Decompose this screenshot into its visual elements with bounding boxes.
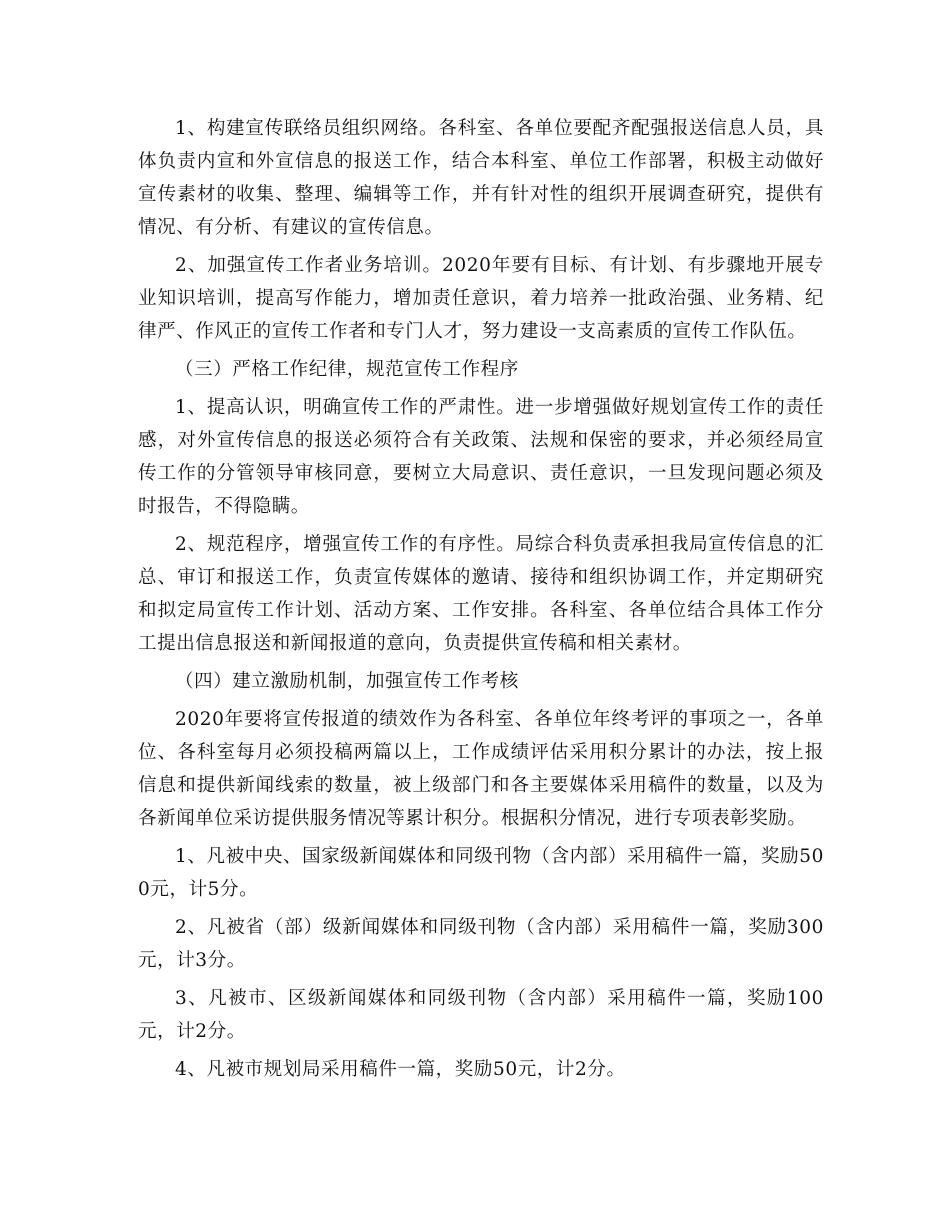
paragraph-awareness: 1、提高认识，明确宣传工作的严肃性。进一步增强做好规划宣传工作的责任感，对外宣传信息的报送必须符合有关政策、法规和保密的要求，并必须经局宣传工作的分管领导审核同意，要树立大局意识、责任意识，一旦发现问题必须及时报告，不得隐瞒。	[138, 397, 824, 517]
paragraph-procedure: 2、规范程序，增强宣传工作的有序性。局综合科负责承担我局宣传信息的汇总、审订和报送工作，负责宣传媒体的邀请、接待和组织协调工作，并定期研究和拟定局宣传工作计划、活动方案、工作安排。各科室、各单位结合具体工作分工提出信息报送和新闻报道的意向，负责提供宣传稿和相关素材。	[138, 534, 824, 654]
section-heading-discipline: （三）严格工作纪律，规范宣传工作程序	[175, 359, 519, 380]
paragraph-reward-city: 3、凡被市、区级新闻媒体和同级刊物（含内部）采用稿件一篇，奖励100元，计2分。	[138, 988, 824, 1042]
document-body	[138, 112, 824, 1086]
paragraph-network: 1、构建宣传联络员组织网络。各科室、各单位要配齐配强报送信息人员，具体负责内宣和外宣信息的报送工作，结合本科室、单位工作部署，积极主动做好宣传素材的收集、整理、编辑等工作，并有针对性的组织开展调查研究，提供有情况、有分析、有建议的宣传信息。	[138, 118, 824, 238]
paragraph-reward-national: 1、凡被中央、国家级新闻媒体和同级刊物（含内部）采用稿件一篇，奖励500元，计5分。	[138, 846, 824, 900]
paragraph-assessment: 2020年要将宣传报道的绩效作为各科室、各单位年终考评的事项之一，各单位、各科室每月必须投稿两篇以上，工作成绩评估采用积分累计的办法，按上报信息和提供新闻线索的数量，被上级部门和各主要媒体采用稿件的数量，以及为各新闻单位采访提供服务情况等累计积分。根据积分情况，进行专项表彰奖励。	[138, 709, 824, 829]
paragraph-reward-provincial: 2、凡被省（部）级新闻媒体和同级刊物（含内部）采用稿件一篇，奖励300元，计3分。	[138, 917, 824, 971]
paragraph-reward-bureau: 4、凡被市规划局采用稿件一篇，奖励50元，计2分。	[175, 1059, 626, 1080]
section-heading-incentive: （四）建立激励机制，加强宣传工作考核	[175, 671, 519, 692]
paragraph-training: 2、加强宣传工作者业务培训。2020年要有目标、有计划、有步骤地开展专业知识培训，提高写作能力，增加责任意识，着力培养一批政治强、业务精、纪律严、作风正的宣传工作者和专门人才，努力建设一支高素质的宣传工作队伍。	[138, 255, 824, 342]
